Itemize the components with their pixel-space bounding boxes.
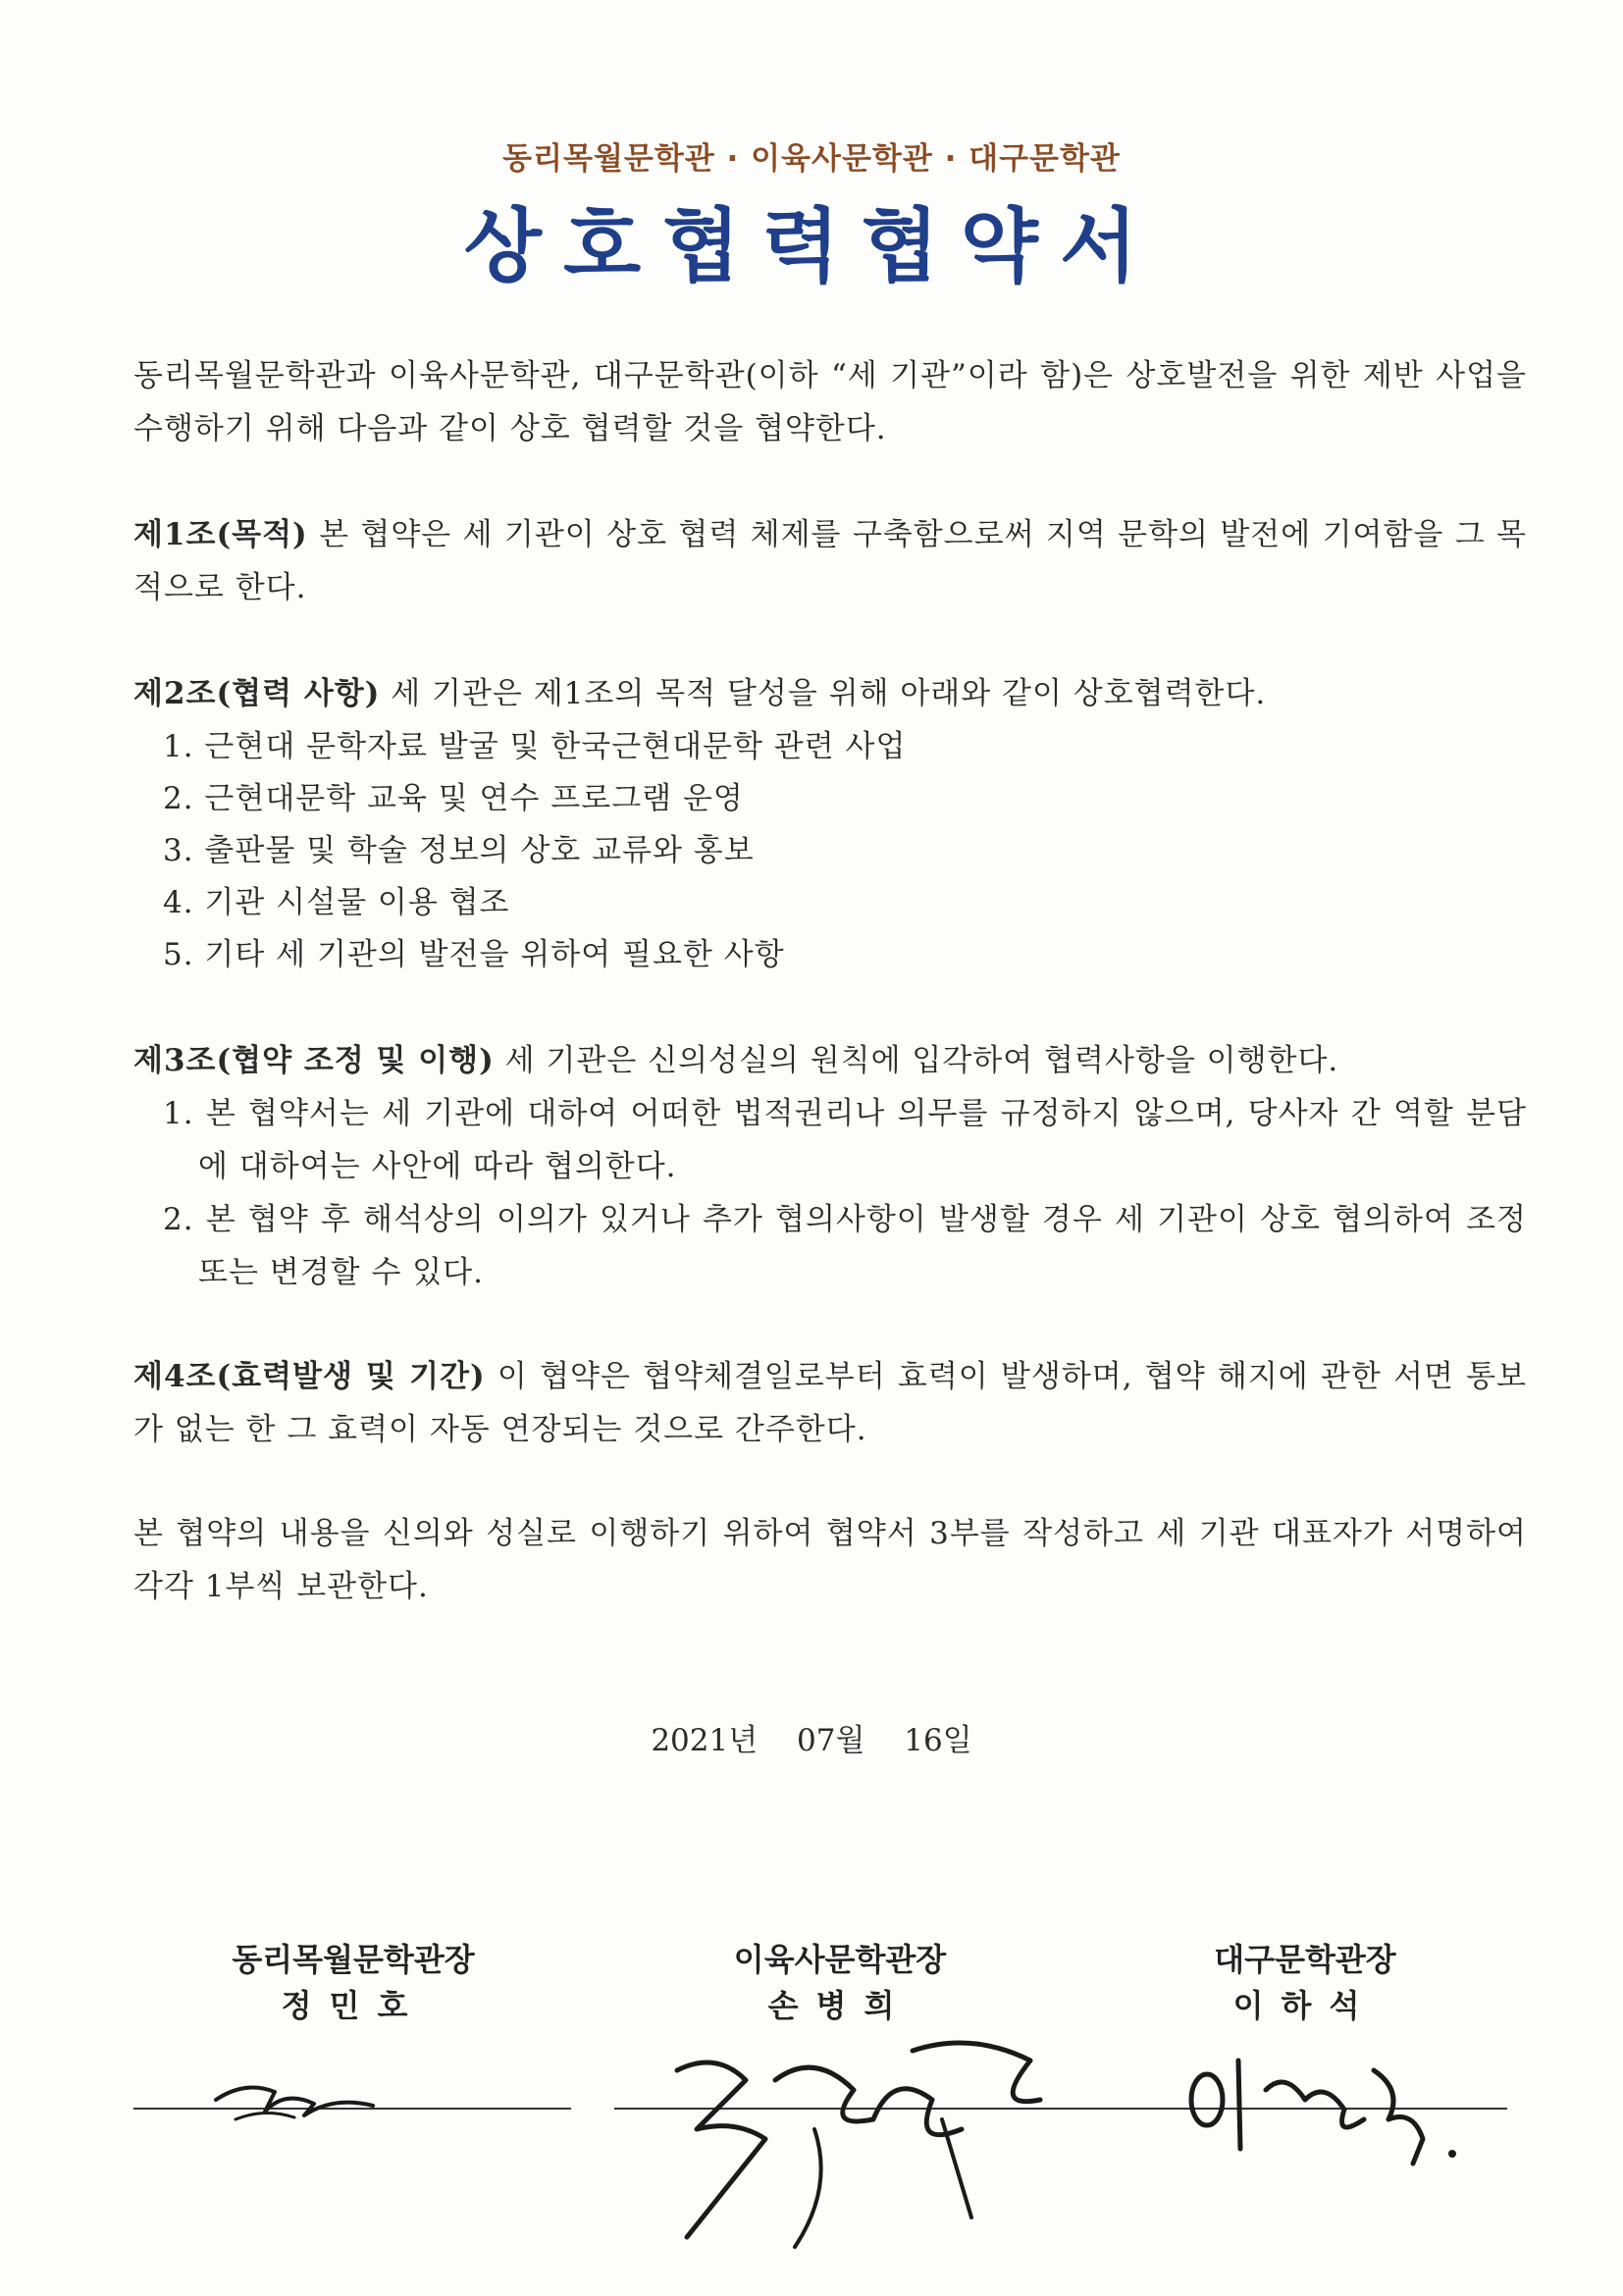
signatory-name: 정민호 <box>281 1987 426 2024</box>
article-2-text: 세 기관은 제1조의 목적 달성을 위해 아래와 같이 상호협력한다. <box>380 676 1267 711</box>
signatory-title: 대구문학관장 <box>1214 1941 1396 1978</box>
article-1-heading: 제1조(목적) <box>133 517 308 552</box>
signatory-block <box>1099 1935 1511 2027</box>
article-4-heading: 제4조(효력발생 및 기간) <box>133 1359 486 1394</box>
article-2-heading: 제2조(협력 사항) <box>133 676 381 711</box>
article-2-item: 5. 기타 세 기관의 발전을 위하여 필요한 사항 <box>163 937 785 972</box>
handwritten-signature <box>206 2061 402 2139</box>
agreement-date: 2021년 07월 16일 <box>651 1723 972 1758</box>
article-1-text: 본 협약은 세 기관이 상호 협력 체제를 구축함으로써 지역 문학의 발전에 기여함을 그 목적으로 한다. <box>133 517 1527 605</box>
signatory-block <box>147 1935 559 2027</box>
handwritten-signature <box>1178 2031 1472 2178</box>
signatory-name: 이하석 <box>1232 1987 1378 2024</box>
article-2-item: 1. 근현대 문학자료 발굴 및 한국근현대문학 관련 사업 <box>163 729 907 764</box>
article-4-text: 이 협약은 협약체결일로부터 효력이 발생하며, 협약 해지에 관한 서면 통보가 없는 한 그 효력이 자동 연장되는 것으로 간주한다. <box>133 1359 1527 1447</box>
article-2-item: 2. 근현대문학 교육 및 연수 프로그램 운영 <box>163 781 744 816</box>
signatory-title: 이육사문학관장 <box>733 1941 947 1978</box>
signatory-title: 동리목월문학관장 <box>232 1941 475 1978</box>
article-3-item: 2. 본 협약 후 해석상의 이의가 있거나 추가 협의사항이 발생할 경우 세 기관이 상호 협의하여 조정 또는 변경할 수 있다. <box>163 1202 1527 1290</box>
article-2 <box>133 667 1527 720</box>
handwritten-signature <box>618 1992 1079 2276</box>
article-3-text: 세 기관은 신의성실의 원칙에 입각하여 협력사항을 이행한다. <box>494 1043 1339 1078</box>
institutions-subtitle: 동리목월문학관 · 이육사문학관 · 대구문학관 <box>502 141 1121 177</box>
article-2-item: 4. 기관 시설물 이용 협조 <box>163 885 510 920</box>
article-4 <box>133 1350 1527 1456</box>
article-1 <box>133 508 1527 614</box>
article-2-item: 3. 출판물 및 학술 정보의 상호 교류와 홍보 <box>163 833 755 868</box>
intro-paragraph: 동리목월문학관과 이육사문학관, 대구문학관(이하 “세 기관”이라 함)은 상호발전을 위한 제반 사업을 수행하기 위해 다음과 같이 상호 협력할 것을 협약한다. <box>133 358 1527 446</box>
article-3-item: 1. 본 협약서는 세 기관에 대하여 어떠한 법적권리나 의무를 규정하지 않으며, 당사자 간 역할 분담에 대하여는 사안에 따라 협의한다. <box>163 1096 1527 1184</box>
closing-paragraph: 본 협약의 내용을 신의와 성실로 이행하기 위하여 협약서 3부를 작성하고 세 기관 대표자가 서명하여 각각 1부씩 보관한다. <box>133 1516 1527 1604</box>
article-3-heading: 제3조(협약 조정 및 이행) <box>133 1043 495 1078</box>
document-title: 상호협력협약서 <box>463 200 1160 293</box>
article-3 <box>133 1034 1527 1087</box>
signatory-name: 손병희 <box>767 1987 913 2024</box>
